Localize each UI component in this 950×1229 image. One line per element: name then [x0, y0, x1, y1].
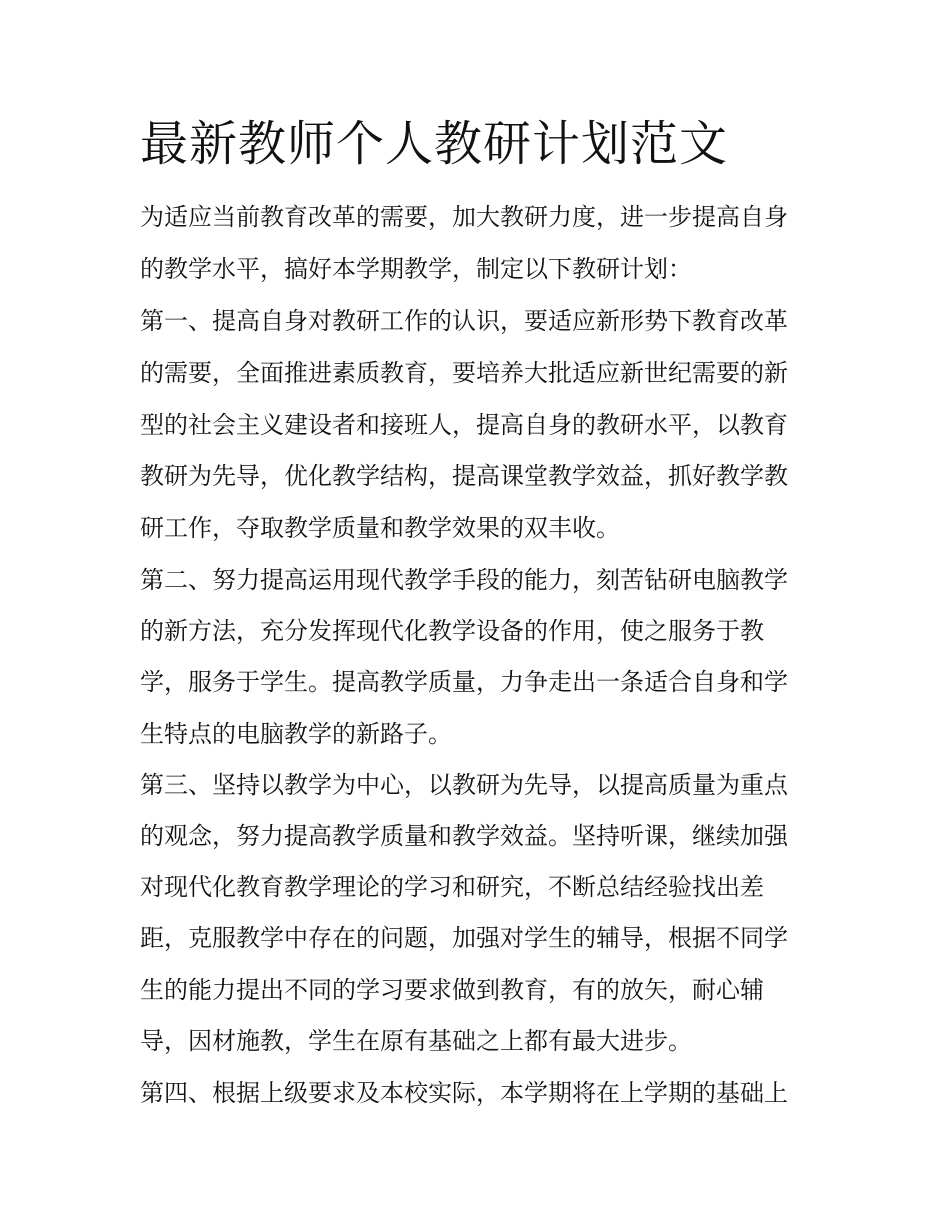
text-line: 生特点的电脑教学的新路子。 — [140, 720, 452, 748]
text-line: 对现代化教育教学理论的学习和研究，不断总结经验找出差 — [140, 873, 764, 901]
text-line: 的新方法，充分发挥现代化教学设备的作用，使之服务于教 — [140, 617, 764, 645]
text-line: 距，克服教学中存在的问题，加强对学生的辅导，根据不同学 — [140, 924, 788, 952]
text-line: 教研为先导，优化教学结构，提高课堂教学效益，抓好教学教 — [140, 462, 788, 490]
text-line: 导，因材施教，学生在原有基础之上都有最大进步。 — [140, 1027, 692, 1055]
text-line: 第四、根据上级要求及本校实际，本学期将在上学期的基础上 — [140, 1079, 788, 1107]
text-line: 生的能力提出不同的学习要求做到教育，有的放矢，耐心辅 — [140, 976, 764, 1004]
text-line: 学，服务于学生。提高教学质量，力争走出一条适合自身和学 — [140, 668, 788, 696]
document-title: 最新教师个人教研计划范文 — [140, 116, 729, 172]
text-line: 为适应当前教育改革的需要，加大教研力度，进一步提高自身 — [140, 203, 788, 231]
text-line: 第二、努力提高运用现代教学手段的能力，刻苦钻研电脑教学 — [140, 566, 788, 594]
text-line: 第一、提高自身对教研工作的认识，要适应新形势下教育改革 — [140, 307, 788, 335]
text-line: 第三、坚持以教学为中心，以教研为先导，以提高质量为重点 — [140, 771, 788, 799]
text-line: 研工作，夺取教学质量和教学效果的双丰收。 — [140, 514, 620, 542]
text-line: 的教学水平，搞好本学期教学，制定以下教研计划： — [140, 255, 692, 283]
text-line: 的观念，努力提高教学质量和教学效益。坚持听课，继续加强 — [140, 822, 788, 850]
text-line: 型的社会主义建设者和接班人，提高自身的教研水平，以教育 — [140, 411, 788, 439]
text-line: 的需要，全面推进素质教育，要培养大批适应新世纪需要的新 — [140, 359, 788, 387]
